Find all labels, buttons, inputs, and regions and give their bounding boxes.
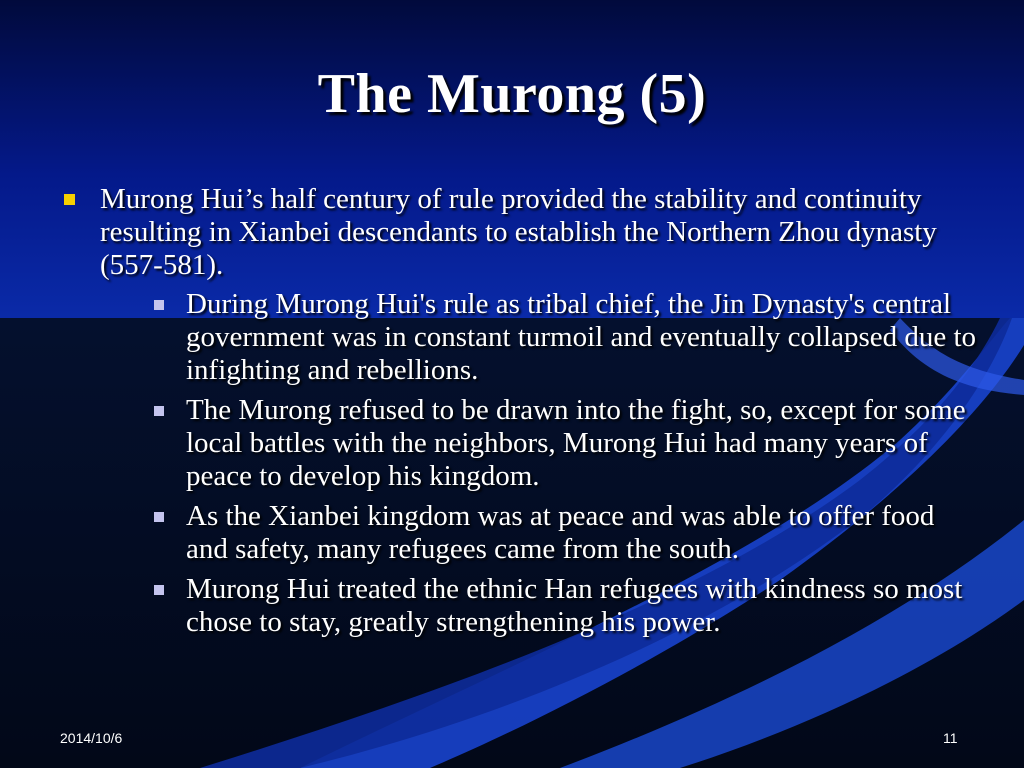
sub-bullet-text: The Murong refused to be drawn into the fight, so, except for some local battles with the neighbors, Murong Hui had many years of peace to develop his kingdom. <box>186 394 966 492</box>
sub-bullet-item <box>146 288 980 387</box>
sub-bullet-text: Murong Hui treated the ethnic Han refugees with kindness so most chose to stay, greatly strengthening his power. <box>186 573 963 638</box>
bullet-list <box>60 183 980 646</box>
sub-bullet-text: During Murong Hui's rule as tribal chief, the Jin Dynasty's central government was in constant turmoil and eventually collapsed due to infighting and rebellions. <box>186 288 977 386</box>
slide-number: 11 <box>943 730 958 746</box>
bullet-item <box>60 183 980 639</box>
square-bullet-icon <box>154 512 164 522</box>
square-bullet-icon <box>154 300 164 310</box>
sub-bullet-text: As the Xianbei kingdom was at peace and was able to offer food and safety, many refugees came from the south. <box>186 500 935 565</box>
footer-date: 2014/10/6 <box>60 730 123 746</box>
square-bullet-icon <box>64 194 75 205</box>
square-bullet-icon <box>154 585 164 595</box>
sub-bullet-list <box>100 288 980 639</box>
bullet-text: Murong Hui’s half century of rule provided the stability and continuity resulting in Xianbei descendants to establish the Northern Zhou dynasty (557-581). <box>100 183 937 281</box>
sub-bullet-item <box>146 573 980 639</box>
square-bullet-icon <box>154 406 164 416</box>
sub-bullet-item <box>146 394 980 493</box>
slide-title: The Murong (5) <box>317 63 707 125</box>
sub-bullet-item <box>146 500 980 566</box>
